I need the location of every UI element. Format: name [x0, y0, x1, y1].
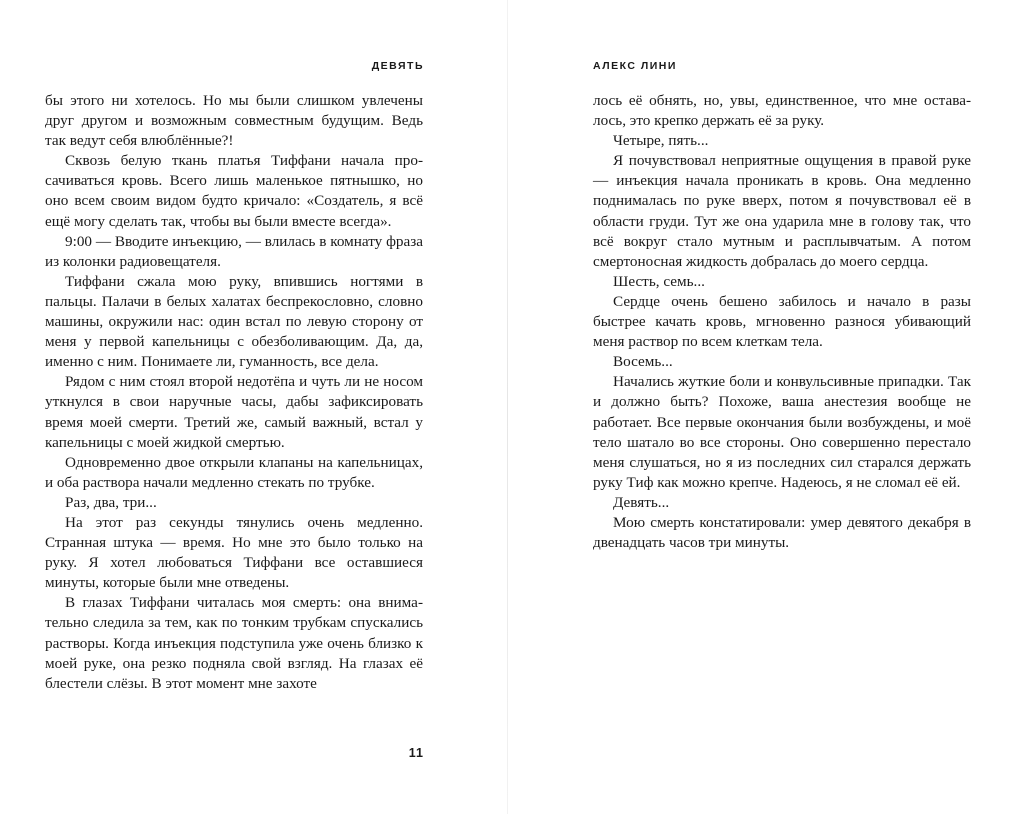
running-head-title: ДЕВЯТЬ: [371, 60, 424, 72]
paragraph: Начались жуткие боли и конвульсивные припадки. Так и должно быть? Похоже, ваша анестезия вообще не работает. Все первые окончания были возбуждены, и моё тело шатало во все стороны. Оно совершенно перестало меня слушаться, но я из последних сил старался держать руку Тиф как можно крепче. Надеюсь, я не сломал её ей.: [593, 373, 971, 491]
right-page: [508, 0, 1015, 814]
paragraph: бы этого ни хотелось. Но мы были слишком увлечены друг другом и возможным совместным будущим. Ведь так ведут себя влюблённые?!: [45, 92, 423, 150]
paragraph: Раз, два, три...: [65, 493, 157, 511]
paragraph: 9:00 — Вводите инъекцию, — влилась в комнату фраза из колонки радиовещателя.: [45, 232, 423, 270]
paragraph: Рядом с ним стоял второй недотёпа и чуть ли не носом уткнулся в свои наручные часы, дабы зафиксировать время моей смерти. Третий же, самый важный, встал у капельницы с моей жидкой смертью.: [45, 373, 423, 451]
paragraph: Четыре, пять...: [613, 132, 709, 150]
paragraph: Сердце очень бешено забилось и начало в разы быстрее качать кровь, мгновенно разнося убивающий меня раствор по всем клеткам тела.: [593, 292, 971, 351]
paragraph: Девять...: [613, 493, 670, 511]
running-head-author: АЛЕКС ЛИНИ: [593, 60, 677, 72]
paragraph: В глазах Тиффани читалась моя смерть: она внимательно следила за тем, как по тонким трубкам спускались растворы. Когда инъекция подступила уже очень близко к моей руке, она резко подняла свой взгляд. На глазах её блестели слёзы. В этот момент мне захоте: [45, 594, 423, 692]
paragraph: Шесть, семь...: [613, 272, 705, 290]
body-text: [45, 91, 423, 694]
paragraph: лось её обнять, но, увы, единственное, что мне оставалось, это крепко держать её за руку.: [593, 92, 971, 130]
left-page: [0, 0, 507, 814]
paragraph: Одновременно двое открыли клапаны на капельницах, и оба раствора начали медленно стекать по трубке.: [45, 453, 423, 491]
paragraph: Тиффани сжала мою руку, впившись ногтями в пальцы. Палачи в белых халатах беспрекословно, словно машины, окружили нас: один встал по левую сторону от меня у первой капельницы с обезболивающим. Да, да, именно с ним. Понимаете ли, гуманность, все дела.: [45, 272, 423, 371]
page-number: 11: [408, 746, 424, 760]
paragraph: Я почувствовал неприятные ощущения в правой руке — инъекция начала проникать в кровь. Она медленно поднималась по руке вверх, потом я почувствовал её в области груди. Тут же она ударила мне в голову так, что всё вокруг стало мутным и расплывчатым. А потом смертоносная жидкость добралась до моего сердца.: [593, 152, 971, 270]
paragraph: На этот раз секунды тянулись очень медленно. Странная штука — время. Но мне это было только на руку. Я хотел любоваться Тиффани все оставшиеся минуты, которые были мне отведены.: [45, 513, 423, 592]
paragraph: Восемь...: [613, 353, 673, 371]
body-text: [593, 91, 971, 553]
paragraph: Мою смерть констатировали: умер девятого декабря в двенадцать часов три минуты.: [593, 513, 971, 552]
paragraph: Сквозь белую ткань платья Тиффани начала просачиваться кровь. Всего лишь маленькое пятнышко, но оно всем своим видом будто кричало: «Создатель, я всё ещё могу сделать так, чтобы вы были вместе всегда».: [45, 152, 423, 230]
